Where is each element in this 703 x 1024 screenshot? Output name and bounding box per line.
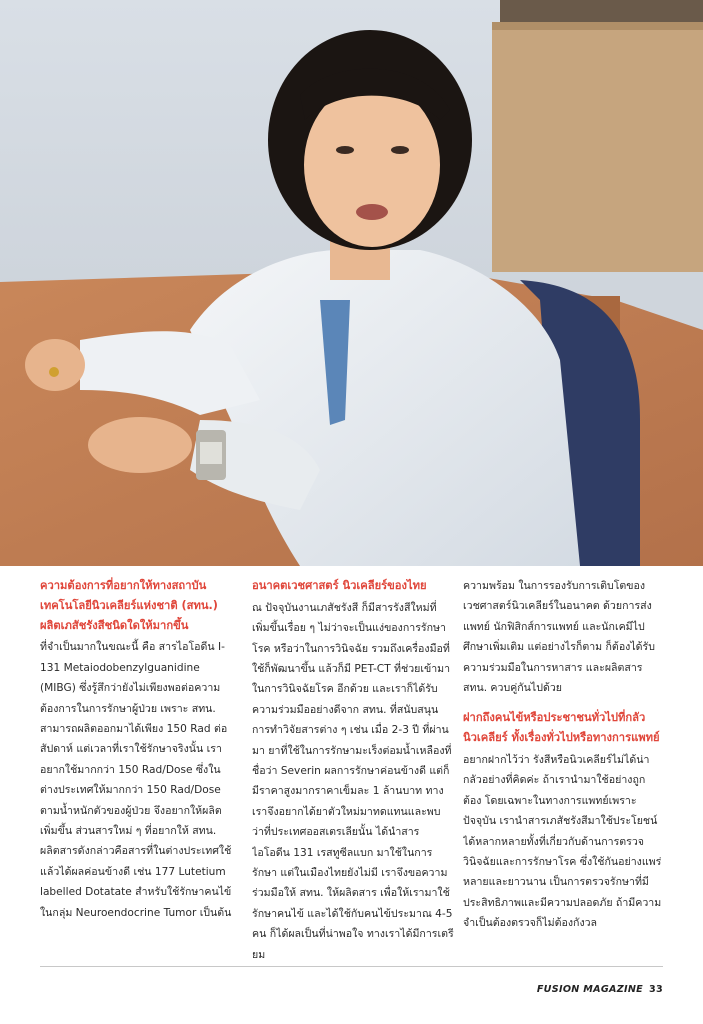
page-footer bbox=[537, 984, 663, 995]
article-columns bbox=[0, 566, 703, 966]
paragraph: ณ ปัจจุบันงานเภสัชรังสี ก็มีสารรังสีใหม่ที่เพิ่มขึ้นเรื่อย ๆ ไม่ว่าจะเป็นแง่ของการรักษาโรค หรือว่าในการวินิจฉัย รวมถึงเครื่องมือที่ใช้ก็พัฒนาขึ้น แล้วก็มี PET-CT ที่ช่วยเข้ามาในการวินิจฉัยโรค อีกด้วย และเราก็ได้รับความร่วมมืออย่างดีจาก สทน. ที่สนับสนุนการทำวิจัยสารต่าง ๆ เช่น เมื่อ 2-3 ปี ที่ผ่านมา ยาที่ใช้ในการรักษามะเร็งต่อมน้ำเหลืองที่ชื่อว่า Severin ผลการรักษาค่อนข้างดี แต่ก็มีราคาสูงมากราคาเข็มละ 1 ล้านบาท ทางเราจึงอยากได้ยาตัวใหม่มาทดแทนและพบว่าที่ประเทศออสเตรเลียนั้น ได้นำสารไอโอดีน 131 เรสทูซีลแบก มาใช้ในการรักษา แต่ในเมืองไทยยังไม่มี เราจึงขอความร่วมมือให้ สทน. ให้ผลิตสาร เพื่อให้เรามาใช้รักษาคนไข้ และได้ใช้กับคนไข้ประมาณ 4-5 คน ก็ได้ผลเป็นที่น่าพอใจ ทางเราได้มีการเตรียม bbox=[252, 601, 454, 961]
article-column-1 bbox=[40, 576, 238, 923]
paragraph: ความพร้อม ในการรองรับการเติบโตของเวชศาสตร์นิวเคลียร์ในอนาคต ด้วยการส่งแพทย์ นักฟิสิกส์การแพทย์ และนักเคมีไปศึกษาเพิ่มเติม แต่อย่างไรก็ตาม ก็ต้องได้รับความร่วมมือในการหาสาร และผลิตสาร สทน. ควบคู่กันไปด้วย bbox=[463, 580, 655, 695]
section-heading: ฝากถึงคนไข้หรือประชาชนทั่วไปที่กลัวนิวเคลียร์ ทั้งเรื่องทั่วไปหรือทางการแพทย์ bbox=[463, 711, 660, 745]
magazine-name: FUSION MAGAZINE bbox=[536, 984, 644, 995]
footer-divider bbox=[40, 966, 663, 967]
section-heading: ความต้องการที่อยากให้ทางสถาบันเทคโนโลยีนิวเคลียร์แห่งชาติ (สทน.) ผลิตเภสัชรังสีชนิดใดให้มากขึ้น bbox=[40, 579, 218, 632]
article-column-3 bbox=[463, 576, 663, 934]
article-column-2 bbox=[252, 576, 454, 965]
section-heading: อนาคตเวชศาสตร์ นิวเคลียร์ของไทย bbox=[252, 579, 427, 592]
page-number: 33 bbox=[649, 984, 663, 995]
paragraph: อยากฝากไว้ว่า รังสีหรือนิวเคลียร์ไม่ได้น่ากลัวอย่างที่คิดค่ะ ถ้าเรานำมาใช้อย่างถูกต้อง โดยเฉพาะในทางการแพทย์เพราะปัจจุบัน เรานำสารเภสัชรังสีมาใช้ประโยชน์ได้หลากหลายทั้งที่เกี่ยวกับด้านการตรวจวินิจฉัยและการรักษาโรค ซึ่งใช้กันอย่างแพร่หลายและยาวนาน เป็นการตรวจรักษาที่มีประสิทธิภาพและมีความปลอดภัย ถ้ามีความจำเป็นต้องตรวจก็ไม่ต้องกังวล bbox=[463, 754, 662, 930]
paragraph: ที่จำเป็นมากในขณะนี้ คือ สารไอโอดีน I-131 Metaiodobenzylguanidine (MIBG) ซึ่งรู้สึกว่ายังไม่เพียงพอต่อความต้องการในการรักษาผู้ป่วย เพราะ สทน. สามารถผลิตออกมาได้เพียง 150 Rad ต่อสัปดาห์ แต่เวลาที่เราใช้รักษาจริงนั้น เราอยากใช้มากกว่า 150 Rad/Dose ซึ่งในต่างประเทศให้มากกว่า 150 Rad/Dose ตามน้ำหนักตัวของผู้ป่วย จึงอยากให้ผลิตเพิ่มขึ้น ส่วนสารใหม่ ๆ ที่อยากให้ สทน. ผลิตสารดังกล่าวคือสารที่ในต่างประเทศใช้แล้วได้ผลค่อนข้างดี เช่น 177 Lutetium labelled Dotatate สำหรับใช้รักษาคนไข้ในกลุ่ม Neuroendocrine Tumor เป็นต้น bbox=[40, 641, 232, 919]
